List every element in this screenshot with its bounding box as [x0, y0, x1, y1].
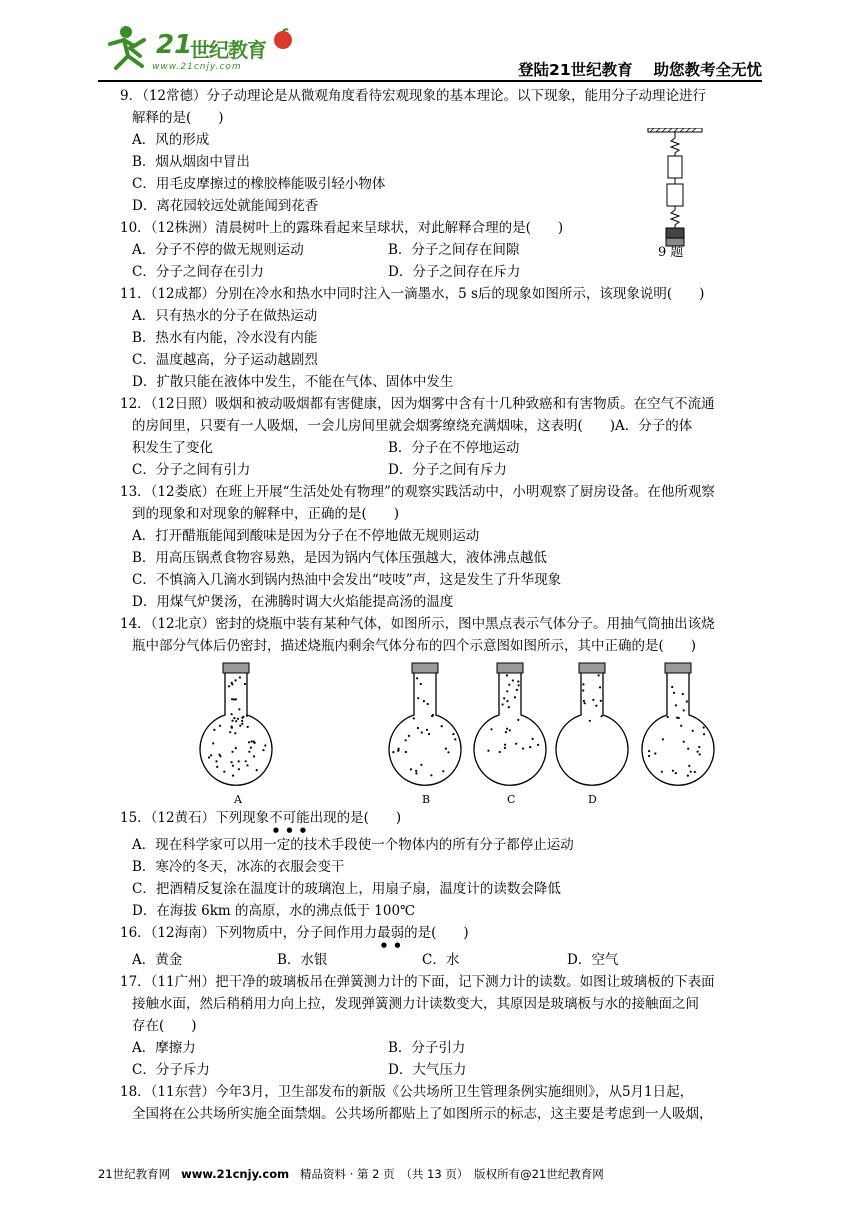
figure-9-label: 9 题	[658, 245, 684, 260]
option: C．用毛皮摩擦过的橡胶棒能吸引轻小物体	[132, 176, 386, 192]
question-text: 18．（11东营）今年3月，卫生部发布的新版《公共场所卫生管理条例实施细则》，从5月1日起，	[120, 1084, 694, 1100]
figure-9	[640, 128, 710, 258]
question-text: 积发生了变化	[132, 440, 213, 456]
flask-label-c: C	[507, 793, 516, 806]
question-17	[120, 971, 765, 1081]
option: A．黄金	[132, 952, 183, 968]
option: C．把酒精反复涂在温度计的玻璃泡上，用扇子扇，温度计的读数会降低	[132, 881, 561, 897]
option: D．大气压力	[388, 1062, 467, 1078]
logo-number: 21	[156, 30, 193, 60]
question-12	[120, 393, 765, 481]
flask-original	[200, 663, 272, 785]
runner-icon	[100, 22, 160, 72]
option: B．烟从烟囱中冒出	[132, 154, 250, 170]
option: C．不慎滴入几滴水到锅内热油中会发出“吱吱”声，这是发生了升华现象	[132, 572, 562, 588]
flask-a	[389, 663, 461, 785]
question-text: 存在( )	[132, 1018, 197, 1034]
question-13	[120, 481, 765, 613]
header-slogan: 登陆21世纪教育 助您教考全无忧	[518, 61, 762, 79]
footer-site: 21世纪教育网	[98, 1167, 171, 1181]
question-text: 16．（12海南）下列物质中，分子间作用力最弱的是( )	[120, 925, 469, 941]
question-14	[120, 613, 765, 807]
spring-weights-diagram	[640, 128, 710, 258]
option: C．水	[422, 952, 460, 968]
option: A．风的形成	[132, 132, 210, 148]
question-text: 13．（12娄底）在班上开展“生活处处有物理”的观察实践活动中，小明观察了厨房设备。在他所观察	[120, 484, 715, 500]
question-text: 12．（12日照）吸烟和被动吸烟都有害健康，因为烟雾中含有十几种致癌和有害物质。在空气不流通	[120, 396, 715, 412]
header-divider	[98, 80, 762, 82]
flask-diagram	[120, 657, 765, 807]
option: A．现在科学家可以用一定的技术手段使一个物体内的所有分子都停止运动	[132, 837, 574, 853]
question-16	[120, 922, 765, 971]
question-text: 10．（12株洲）清晨树叶上的露珠看起来呈球状，对此解释合理的是( )	[120, 220, 564, 236]
footer-url[interactable]: www.21cnjy.com	[181, 1167, 290, 1181]
option: D．在海拔 6km 的高原，水的沸点低于 100℃	[132, 903, 416, 919]
option: C．分子斥力	[132, 1062, 210, 1078]
flask-label-d: D	[588, 793, 597, 806]
apple-icon	[272, 28, 294, 50]
option: D．分子之间存在斥力	[388, 264, 521, 280]
option: B．分子之间存在间隙	[388, 242, 520, 258]
emphasis-text: 最弱	[377, 925, 405, 941]
option: B．分子在不停地运动	[388, 440, 520, 456]
option: C．温度越高，分子运动越剧烈	[132, 352, 318, 368]
question-text: 11．（12成都）分别在冷水和热水中同时注入一滴墨水，5 s后的现象如图所示，该现象说明( )	[120, 286, 705, 302]
emphasis-text: 不可能	[269, 810, 310, 826]
page-header	[0, 0, 860, 82]
question-text: 14．（12北京）密封的烧瓶中装有某种气体，如图所示，图中黑点表示气体分子。用抽气筒抽出该烧	[120, 616, 715, 632]
option: D．用煤气炉煲汤，在沸腾时调大火焰能提高汤的温度	[132, 594, 454, 610]
question-text: 接触水面，然后稍稍用力向上拉，发现弹簧测力计读数变大，其原因是玻璃板与水的接触面之间	[132, 996, 699, 1012]
page-footer	[98, 1166, 762, 1182]
question-text: 的房间里，只要有一人吸烟，一会儿房间里就会烟雾缭绕充满烟味，这表明( )A．分子的体	[132, 418, 693, 434]
question-text: 瓶中部分气体后仍密封，描述烧瓶内剩余气体分布的四个示意图如图所示，其中正确的是( )	[132, 638, 697, 654]
footer-copyright: 精品资料 · 第 2 页 （共 13 页） 版权所有@21世纪教育网	[300, 1167, 604, 1181]
option: B．寒冷的冬天，冰冻的衣服会变干	[132, 859, 345, 875]
logo-url: www.21cnjy.com	[152, 62, 242, 72]
option: A．打开醋瓶能闻到酸味是因为分子在不停地做无规则运动	[132, 528, 480, 544]
option: A．摩擦力	[132, 1040, 196, 1056]
option: A．只有热水的分子在做热运动	[132, 308, 318, 324]
option: A．分子不停的做无规则运动	[132, 242, 304, 258]
option: B．热水有内能，冷水没有内能	[132, 330, 318, 346]
flask-d	[642, 663, 714, 785]
question-text: 解释的是( )	[132, 110, 224, 126]
option: D．扩散只能在液体中发生，不能在气体、固体中发生	[132, 374, 454, 390]
option: D．离花园较远处就能闻到花香	[132, 198, 319, 214]
question-text: 9．（12常德）分子动理论是从微观角度看待宏观现象的基本理论。以下现象，能用分子动理论进行	[120, 88, 707, 104]
flask-b	[474, 663, 546, 785]
question-text: 17．（11广州）把干净的玻璃板吊在弹簧测力计的下面，记下测力计的读数。如图让玻璃板的下表面	[120, 974, 715, 990]
option: C．分子之间有引力	[132, 462, 251, 478]
site-logo[interactable]	[100, 18, 300, 76]
question-text: 15．（12黄石）下列现象不可能出现的是( )	[120, 810, 402, 826]
question-18	[120, 1081, 765, 1125]
question-15	[120, 807, 765, 922]
flask-label-b: B	[422, 793, 431, 806]
option: B．用高压锅煮食物容易熟，是因为锅内气体压强越大，液体沸点越低	[132, 550, 547, 566]
flask-figure	[120, 657, 765, 807]
flask-label-a: A	[234, 793, 242, 806]
option: B．分子引力	[388, 1040, 466, 1056]
option: D．空气	[567, 952, 619, 968]
option: D．分子之间有斥力	[388, 462, 507, 478]
question-text: 到的现象和对现象的解释中，正确的是( )	[132, 506, 400, 522]
logo-text: 世纪教育	[190, 38, 266, 62]
option: C．分子之间存在引力	[132, 264, 264, 280]
option: B．水银	[277, 952, 328, 968]
question-11	[120, 283, 765, 393]
question-text: 全国将在公共场所实施全面禁烟。公共场所都贴上了如图所示的标志，这主要是考虑到一人吸烟，	[132, 1106, 713, 1122]
flask-c	[556, 663, 628, 785]
